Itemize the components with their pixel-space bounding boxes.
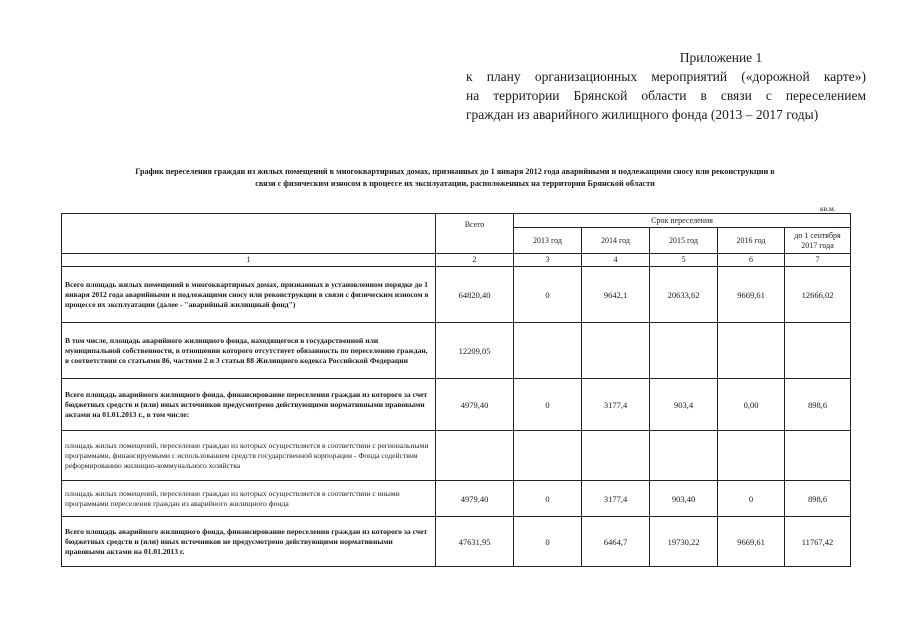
value-2013: 0 <box>514 517 582 567</box>
col-number: 4 <box>582 254 650 267</box>
value-2016 <box>718 431 785 481</box>
value-2016 <box>718 323 785 379</box>
appendix-title: Приложение 1 <box>679 50 763 65</box>
header-year-2017: до 1 сентября 2017 года <box>785 228 851 254</box>
value-2017: 11767,42 <box>785 517 851 567</box>
value-2015 <box>650 431 718 481</box>
value-2014: 9642,1 <box>582 267 650 323</box>
value-2013: 0 <box>514 481 582 517</box>
value-2014: 3177,4 <box>582 481 650 517</box>
header-desc-cell <box>62 214 436 254</box>
unit-label: кв.м. <box>820 204 836 213</box>
col-number: 6 <box>718 254 785 267</box>
value-2016: 9669,61 <box>718 267 785 323</box>
value-2014: 6464,7 <box>582 517 650 567</box>
col-number: 3 <box>514 254 582 267</box>
value-2017: 898,6 <box>785 481 851 517</box>
value-total <box>436 431 514 481</box>
col-number: 2 <box>436 254 514 267</box>
table-row <box>62 267 851 323</box>
value-2017: 12666,02 <box>785 267 851 323</box>
col-number: 5 <box>650 254 718 267</box>
value-2017: 898,6 <box>785 379 851 431</box>
row-description: Всего площадь аварийного жилищного фонда, финансирование переселения граждан из которого за счет бюджетных средств и (или) иных источников предусмотрено действующими нормативными правовыми актами на 01.01.2013 г., в том числе: <box>62 379 436 431</box>
appendix-line-2: на территории Брянской области в связи с переселением <box>466 88 866 103</box>
table-row <box>62 481 851 517</box>
value-2013 <box>514 323 582 379</box>
col-number: 1 <box>62 254 436 267</box>
resettlement-table <box>61 213 851 567</box>
value-total: 4979,40 <box>436 379 514 431</box>
value-2015: 20633,62 <box>650 267 718 323</box>
header-total: Всего <box>436 214 514 254</box>
value-total: 64820,40 <box>436 267 514 323</box>
value-2015: 19730,22 <box>650 517 718 567</box>
value-2017 <box>785 431 851 481</box>
col-number: 7 <box>785 254 851 267</box>
table-row <box>62 431 851 481</box>
value-total: 12209,05 <box>436 323 514 379</box>
value-total: 47631,95 <box>436 517 514 567</box>
value-2014 <box>582 431 650 481</box>
caption-line-1: График переселения граждан из жилых помещений в многоквартирных домах, признанных до 1 января 2012 года аварийными и подлежащими сносу или реконструкции в <box>135 167 775 176</box>
appendix-block <box>466 48 866 124</box>
value-2016: 0,00 <box>718 379 785 431</box>
value-total: 4979,40 <box>436 481 514 517</box>
value-2015: 903,4 <box>650 379 718 431</box>
row-description: Всего площадь жилых помещений в многоквартирных домах, признанных в установленном порядке до 1 января 2012 года аварийными и подлежащими сносу или реконструкции в связи с физическим износом в процессе их эксплуатации (далее - "аварийный жилищный фонд") <box>62 267 436 323</box>
row-description: В том числе, площадь аварийного жилищного фонда, находящегося в государственной или муниципальной собственности, в отношении которого отсутствует обязанность по переселению граждан, в соответствии со статьями 86, частями 2 и 3 статьи 88 Жилищного кодекса Российской Федерации <box>62 323 436 379</box>
value-2013 <box>514 431 582 481</box>
table-row <box>62 323 851 379</box>
value-2013: 0 <box>514 267 582 323</box>
header-year-2016: 2016 год <box>718 228 785 254</box>
value-2016: 9669,61 <box>718 517 785 567</box>
table-row <box>62 379 851 431</box>
header-year-2014: 2014 год <box>582 228 650 254</box>
value-2016: 0 <box>718 481 785 517</box>
caption-line-2: связи с физическим износом в процессе их эксплуатации, расположенных на территории Брянской области <box>255 179 655 188</box>
value-2014: 3177,4 <box>582 379 650 431</box>
table-row <box>62 517 851 567</box>
row-description: площадь жилых помещений, переселение граждан из которых осуществляется в соответствии с иными программами переселения граждан из аварийного жилищного фонда <box>62 481 436 517</box>
table-caption <box>40 166 870 190</box>
value-2015 <box>650 323 718 379</box>
row-description: площадь жилых помещений, переселение граждан из которых осуществляется в соответствии с региональными программами, финансируемыми с использованием средств государственной корпорации - Фонда содействия реформированию жилищно-коммунального хозяйства <box>62 431 436 481</box>
value-2014 <box>582 323 650 379</box>
header-year-2015: 2015 год <box>650 228 718 254</box>
appendix-line-1: к плану организационных мероприятий («дорожной карте») <box>466 69 866 84</box>
row-description: Всего площадь аварийного жилищного фонда, финансирование переселения граждан из которого за счет бюджетных средств и (или) иных источников не предусмотрено действующими нормативными правовыми актами на 01.01.2013 г. <box>62 517 436 567</box>
header-year-2013: 2013 год <box>514 228 582 254</box>
value-2013: 0 <box>514 379 582 431</box>
value-2017 <box>785 323 851 379</box>
header-term: Срок переселения <box>514 214 851 228</box>
column-number-row <box>62 254 851 267</box>
value-2015: 903,40 <box>650 481 718 517</box>
appendix-line-3: граждан из аварийного жилищного фонда (2013 – 2017 годы) <box>466 107 819 122</box>
header-row-1 <box>62 214 851 228</box>
